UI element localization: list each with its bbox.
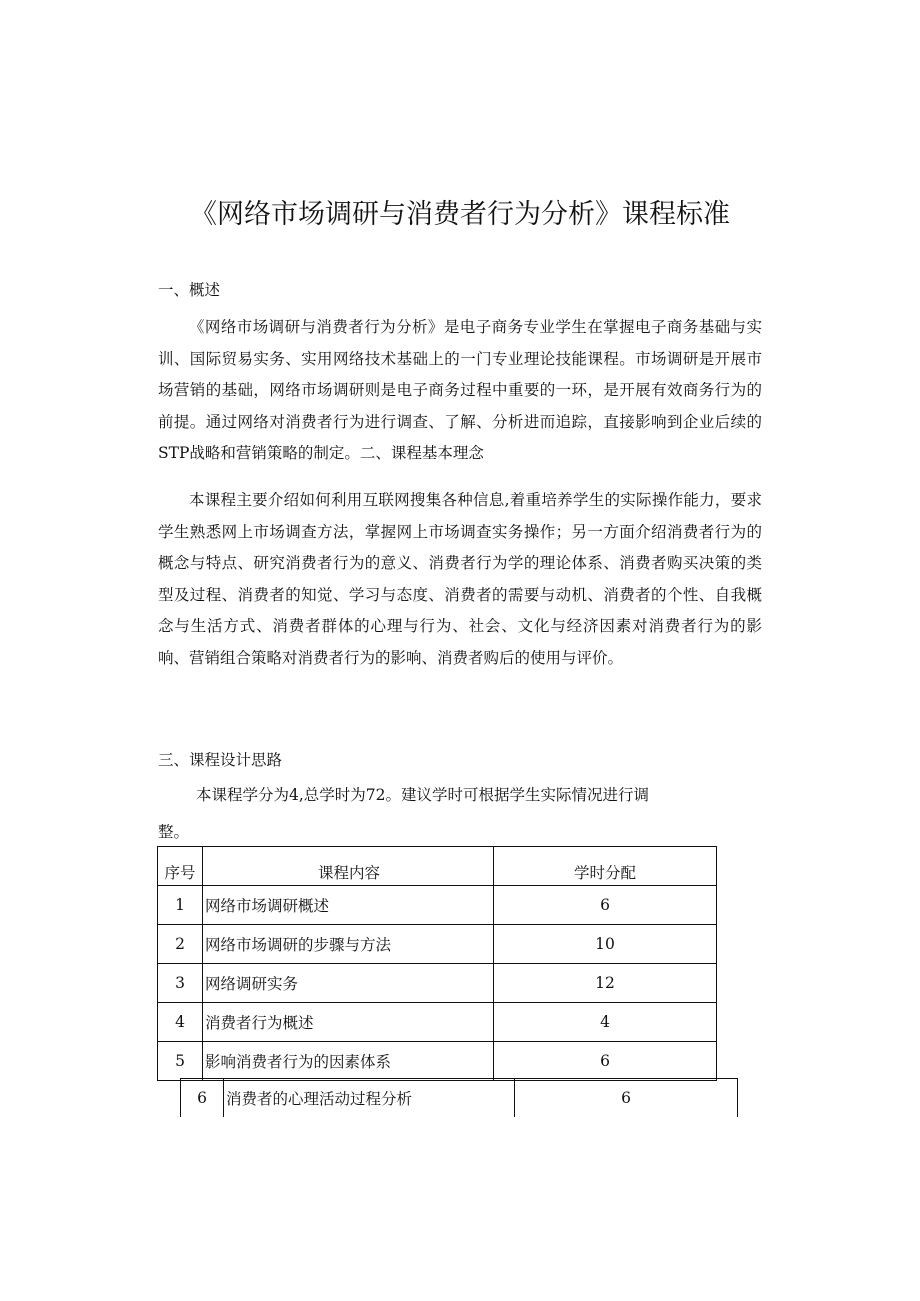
document-title: 《网络市场调研与消费者行为分析》课程标准 [190, 199, 730, 230]
row-content: 网络市场调研概述 [203, 886, 494, 925]
row-content: 消费者行为概述 [203, 1003, 494, 1042]
course-hours-table-continued [180, 1078, 738, 1117]
table-row [158, 925, 717, 964]
course-hours-table [157, 846, 717, 1081]
table-row [158, 1042, 717, 1081]
table-row [158, 964, 717, 1003]
row-no: 5 [158, 1042, 203, 1081]
row-content: 消费者的心理活动过程分析 [224, 1079, 515, 1118]
header-content: 课程内容 [203, 847, 494, 886]
section-heading-overview: 一、概述 [158, 281, 221, 299]
row-no: 1 [158, 886, 203, 925]
row-no: 4 [158, 1003, 203, 1042]
row-content: 网络调研实务 [203, 964, 494, 1003]
row-hours: 6 [494, 1042, 717, 1081]
row-no: 2 [158, 925, 203, 964]
header-hours: 学时分配 [494, 847, 717, 886]
row-no: 6 [181, 1079, 224, 1118]
table-row [158, 886, 717, 925]
table-row [158, 1003, 717, 1042]
row-content: 影响消费者行为的因素体系 [203, 1042, 494, 1081]
row-hours: 6 [494, 886, 717, 925]
design-paragraph-line2: 整。 [158, 823, 190, 841]
design-paragraph-line1: 本课程学分为4,总学时为72。建议学时可根据学生实际情况进行调 [196, 786, 650, 804]
row-hours: 4 [494, 1003, 717, 1042]
header-no: 序号 [158, 847, 203, 886]
row-hours: 12 [494, 964, 717, 1003]
section-heading-design: 三、课程设计思路 [158, 751, 283, 769]
table-header-row [158, 847, 717, 886]
row-no: 3 [158, 964, 203, 1003]
course-philosophy-paragraph: 本课程主要介绍如何利用互联网搜集各种信息,着重培养学生的实际操作能力，要求学生熟悉网上市场调查方法，掌握网上市场调查实务操作；另一方面介绍消费者行为的概念与特点、研究消费者行为的意义、消费者行为学的理论体系、消费者购买决策的类型及过程、消费者的知觉、学习与态度、消费者的需要与动机、消费者的个性、自我概念与生活方式、消费者群体的心理与行为、社会、文化与经济因素对消费者行为的影响、营销组合策略对消费者行为的影响、消费者购后的使用与评价。 [158, 491, 762, 667]
row-content: 网络市场调研的步骤与方法 [203, 925, 494, 964]
row-hours: 10 [494, 925, 717, 964]
table-row [181, 1079, 738, 1118]
row-hours: 6 [515, 1079, 738, 1118]
overview-paragraph: 《网络市场调研与消费者行为分析》是电子商务专业学生在掌握电子商务基础与实训、国际贸易实务、实用网络技术基础上的一门专业理论技能课程。市场调研是开展市场营销的基础，网络市场调研则是电子商务过程中重要的一环，是开展有效商务行为的前提。通过网络对消费者行为进行调查、了解、分析进而追踪，直接影响到企业后续的STP战略和营销策略的制定。二、课程基本理念 [158, 318, 762, 462]
